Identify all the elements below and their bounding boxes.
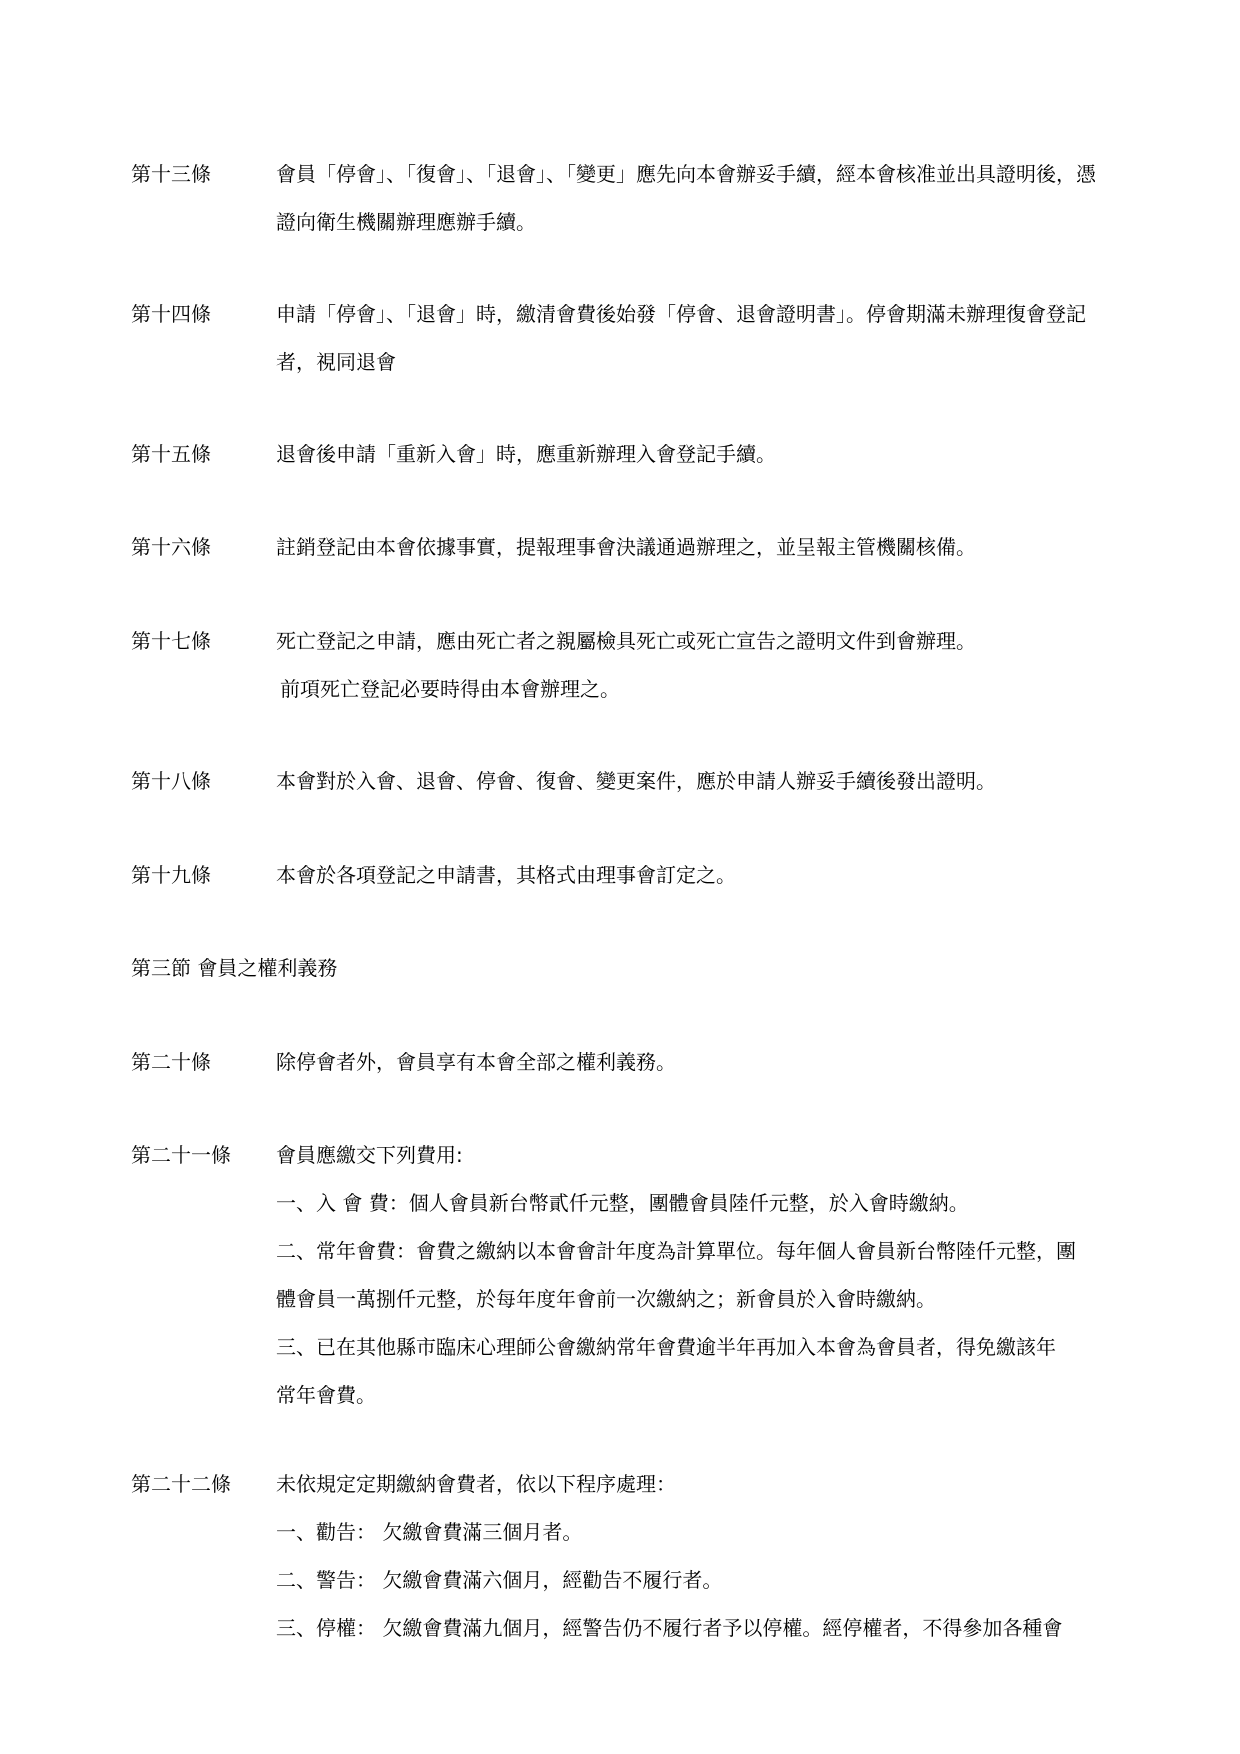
article-text-line: 體會員一萬捌仟元整，於每年度年會前一次繳納之；新會員於入會時繳納。 (276, 1287, 936, 1311)
article-label: 第十三條 (131, 162, 211, 186)
article-text-line: 二、常年會費：會費之繳納以本會會計年度為計算單位。每年個人會員新台幣陸仟元整，團 (276, 1239, 1076, 1263)
article-body (276, 617, 1240, 713)
article-text-line: 一、勸告： 欠繳會費滿三個月者。 (276, 1520, 583, 1544)
article-text-line: 本會於各項登記之申請書，其格式由理事會訂定之。 (276, 863, 736, 887)
article-text-line: 本會對於入會、退會、停會、復會、變更案件，應於申請人辦妥手續後發出證明。 (276, 769, 996, 793)
article-label: 第二十條 (131, 1050, 211, 1074)
article-label: 第十八條 (131, 769, 211, 793)
article-text-line: 證向衛生機關辦理應辦手續。 (276, 210, 536, 234)
article-text-line: 三、已在其他縣市臨床心理師公會繳納常年會費逾半年再加入本會為會員者，得免繳該年 (276, 1335, 1056, 1359)
article-text-line: 一、入 會 費：個人會員新台幣貳仟元整，團體會員陸仟元整，於入會時繳納。 (276, 1191, 969, 1215)
article-body (276, 757, 1240, 805)
article-text-line: 者，視同退會 (276, 350, 396, 374)
article-body (276, 851, 1240, 899)
article-body (276, 1460, 1240, 1652)
article-body (276, 1038, 1240, 1086)
article-label: 第二十二條 (131, 1472, 231, 1496)
article-text-line: 死亡登記之申請，應由死亡者之親屬檢具死亡或死亡宣告之證明文件到會辦理。 (276, 629, 976, 653)
article-label: 第二十一條 (131, 1143, 231, 1167)
section-heading: 第三節 會員之權利義務 (131, 956, 338, 980)
article-body (276, 523, 1240, 571)
article-label: 第十七條 (131, 629, 211, 653)
article-body (276, 150, 1240, 246)
article-text-line: 會員「停會」、「復會」、「退會」、「變更」應先向本會辦妥手續，經本會核准並出具證明後，憑 (276, 162, 1096, 186)
article-label: 第十四條 (131, 302, 211, 326)
article-body (276, 290, 1240, 386)
article-body (276, 430, 1240, 478)
article-text-line: 二、警告： 欠繳會費滿六個月，經勸告不履行者。 (276, 1568, 723, 1592)
article-label: 第十五條 (131, 442, 211, 466)
article-body (276, 1131, 1240, 1419)
article-label: 第十九條 (131, 863, 211, 887)
article-text-line: 申請「停會」、「退會」時，繳清會費後始發「停會、退會證明書」。停會期滿未辦理復會登記 (276, 302, 1086, 326)
article-text-line: 常年會費。 (276, 1383, 376, 1407)
article-text-line: 註銷登記由本會依據事實，提報理事會決議通過辦理之，並呈報主管機關核備。 (276, 535, 976, 559)
article-text-line: 未依規定定期繳納會費者，依以下程序處理： (276, 1472, 676, 1496)
article-text-line: 三、停權： 欠繳會費滿九個月，經警告仍不履行者予以停權。經停權者，不得參加各種會 (276, 1616, 1063, 1640)
article-label: 第十六條 (131, 535, 211, 559)
article-text-line: 會員應繳交下列費用: (276, 1143, 463, 1167)
article-text-line: 退會後申請「重新入會」時，應重新辦理入會登記手續。 (276, 442, 776, 466)
article-text-line: 前項死亡登記必要時得由本會辦理之。 (280, 677, 620, 701)
article-text-line: 除停會者外，會員享有本會全部之權利義務。 (276, 1050, 676, 1074)
